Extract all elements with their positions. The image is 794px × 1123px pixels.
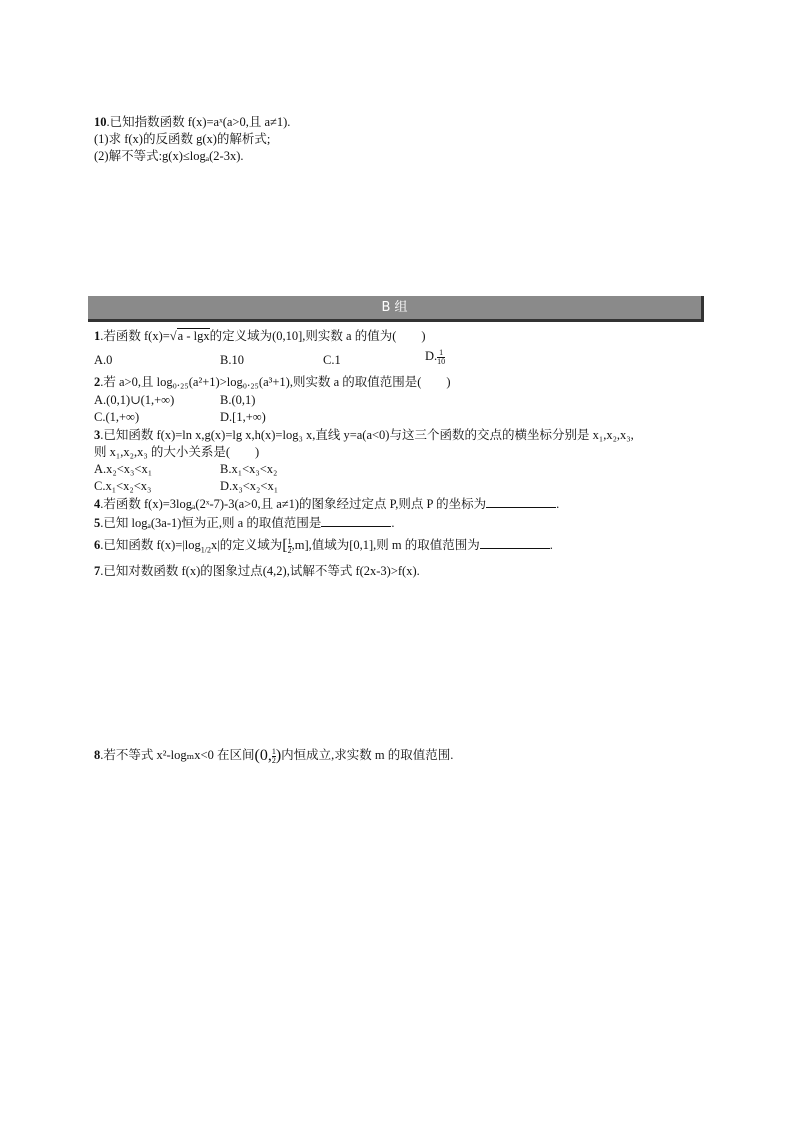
q3-stem: 3.已知函数 f(x)=ln x,g(x)=lg x,h(x)=log₃ x,直线 y=a(a<0)与这三个函数的交点的横坐标分别是 x₁,x₂,x₃, — [94, 428, 634, 442]
q2-option-a: A.(0,1)∪(1,+∞) — [94, 393, 175, 407]
answer-blank[interactable] — [480, 536, 550, 549]
sqrt-expression: √a - lgx — [169, 329, 210, 343]
q8-stem: 8.若不等式 x²-logₘx<0 在区间(0, $\frac{1}{2}$ )内恒成立,求实数 m 的取值范围. — [94, 746, 454, 765]
q3-option-b: B.x₁<x₃<x₂ — [220, 462, 278, 476]
q10-part2: (2)解不等式:g(x)≤logₐ(2-3x). — [94, 149, 244, 163]
q5-stem: 5.已知 logₐ(3a-1)恒为正,则 a 的取值范围是 . — [94, 516, 395, 530]
q7-stem: 7.已知对数函数 f(x)的图象过点(4,2),试解不等式 f(2x-3)>f(x). — [94, 564, 420, 578]
q10-stem: 10.已知指数函数 f(x)=aˣ(a>0,且 a≠1). — [94, 115, 291, 129]
q10-part1: (1)求 f(x)的反函数 g(x)的解析式; — [94, 132, 271, 146]
fraction: $\frac{1}{2}$ — [287, 536, 292, 555]
q1-option-d: D. $\frac{1}{10}$ — [425, 347, 446, 366]
q3-stem-cont: 则 x₁,x₂,x₃ 的大小关系是( ) — [94, 445, 260, 459]
fraction: $\frac{1}{10}$ — [437, 347, 446, 366]
q4-stem: 4.若函数 f(x)=3logₐ(2ˣ-7)-3(a>0,且 a≠1)的图象经过定点 P,则点 P 的坐标为 . — [94, 497, 560, 511]
q1-option-b: B.10 — [220, 353, 244, 367]
q6-stem: 6.已知函数 $f(x)=|\log_{1/2}x|$的定义域为[ $\frac{1}{2}$ ,m],值域为[0,1],则 m 的取值范围为 . — [94, 536, 553, 555]
q1-option-a: A.0 — [94, 353, 113, 367]
answer-blank[interactable] — [486, 495, 556, 508]
q1-option-c: C.1 — [323, 353, 341, 367]
q1-stem: 1.若函数 f(x)=√a - lgx的定义域为(0,10],则实数 a 的值为( ) — [94, 329, 426, 343]
q2-stem: 2.若 a>0,且 log₀.₂₅(a²+1)>log₀.₂₅(a³+1),则实数 a 的取值范围是( ) — [94, 375, 451, 389]
q2-option-d: D.[1,+∞) — [220, 410, 266, 424]
fraction: $\frac{1}{2}$ — [271, 746, 276, 765]
q2-option-b: B.(0,1) — [220, 393, 256, 407]
q3-option-d: D.x₃<x₂<x₁ — [220, 479, 279, 493]
q3-option-c: C.x₁<x₂<x₃ — [94, 479, 152, 493]
q2-option-c: C.(1,+∞) — [94, 410, 140, 424]
answer-blank[interactable] — [321, 514, 391, 527]
group-b-header: B 组 — [88, 296, 704, 322]
q3-option-a: A.x₂<x₃<x₁ — [94, 462, 153, 476]
